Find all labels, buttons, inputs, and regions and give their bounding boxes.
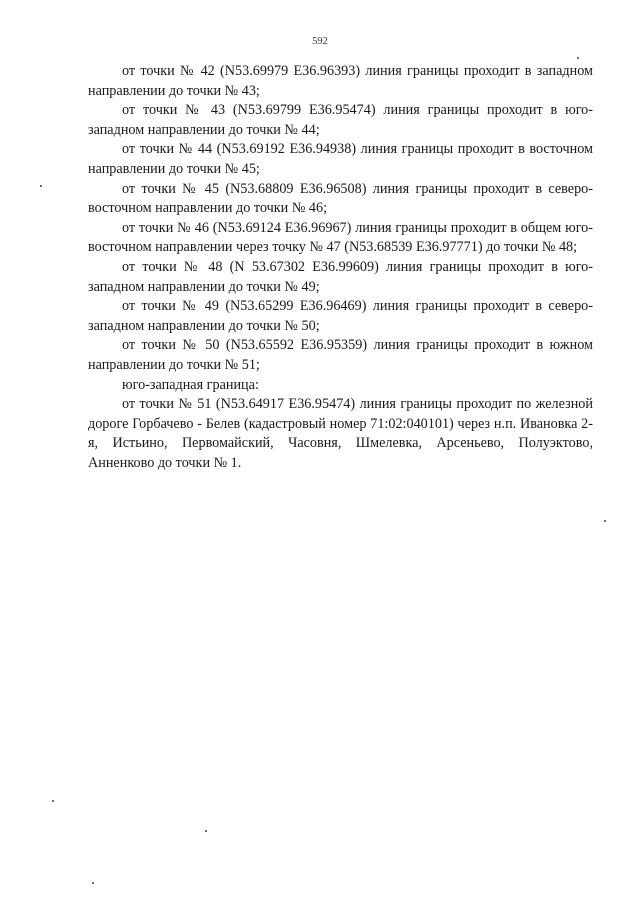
paragraph-point-51: от точки № 51 (N53.64917 E36.95474) линия границы проходит по железной дороге Горбачево - Белев (кадастровый номер 71:02:040101) через н.п. Ивановка 2-я, Истьино, Первомайский, Часовня, Шмелевка, Арсеньево, Полуэктово, Анненково до точки № 1. bbox=[88, 396, 593, 471]
paragraph-point-44: от точки № 44 (N53.69192 E36.94938) линия границы проходит в восточном направлении до точки № 45; bbox=[88, 141, 593, 177]
document-body bbox=[88, 62, 593, 473]
paragraph-point-43: от точки № 43 (N53.69799 E36.95474) линия границы проходит в юго-западном направлении до точки № 44; bbox=[88, 102, 593, 138]
paragraph-point-50: от точки № 50 (N53.65592 E36.95359) линия границы проходит в южном направлении до точки № 51; bbox=[88, 337, 593, 373]
scan-speck bbox=[577, 57, 579, 59]
page-number: 592 bbox=[312, 36, 328, 47]
section-heading-southwest-border: юго-западная граница: bbox=[122, 376, 259, 393]
scan-speck bbox=[52, 800, 54, 802]
paragraph-point-42: от точки № 42 (N53.69979 E36.96393) линия границы проходит в западном направлении до точки № 43; bbox=[88, 63, 593, 99]
paragraph-point-45: от точки № 45 (N53.68809 E36.96508) линия границы проходит в северо-восточном направлении до точки № 46; bbox=[88, 180, 593, 217]
scan-speck bbox=[92, 882, 94, 884]
paragraph-point-48: от точки № 48 (N 53.67302 E36.99609) линия границы проходит в юго-западном направлении до точки № 49; bbox=[88, 258, 593, 295]
paragraph-point-49: от точки № 49 (N53.65299 E36.96469) линия границы проходит в северо-западном направлении до точки № 50; bbox=[88, 298, 593, 334]
scan-speck bbox=[205, 830, 207, 832]
scan-speck bbox=[40, 185, 42, 187]
paragraph-point-46: от точки № 46 (N53.69124 E36.96967) линия границы проходит в общем юго-восточном направлении через точку № 47 (N53.68539 E36.97771) до точки № 48; bbox=[88, 219, 593, 256]
scan-speck bbox=[604, 520, 606, 522]
